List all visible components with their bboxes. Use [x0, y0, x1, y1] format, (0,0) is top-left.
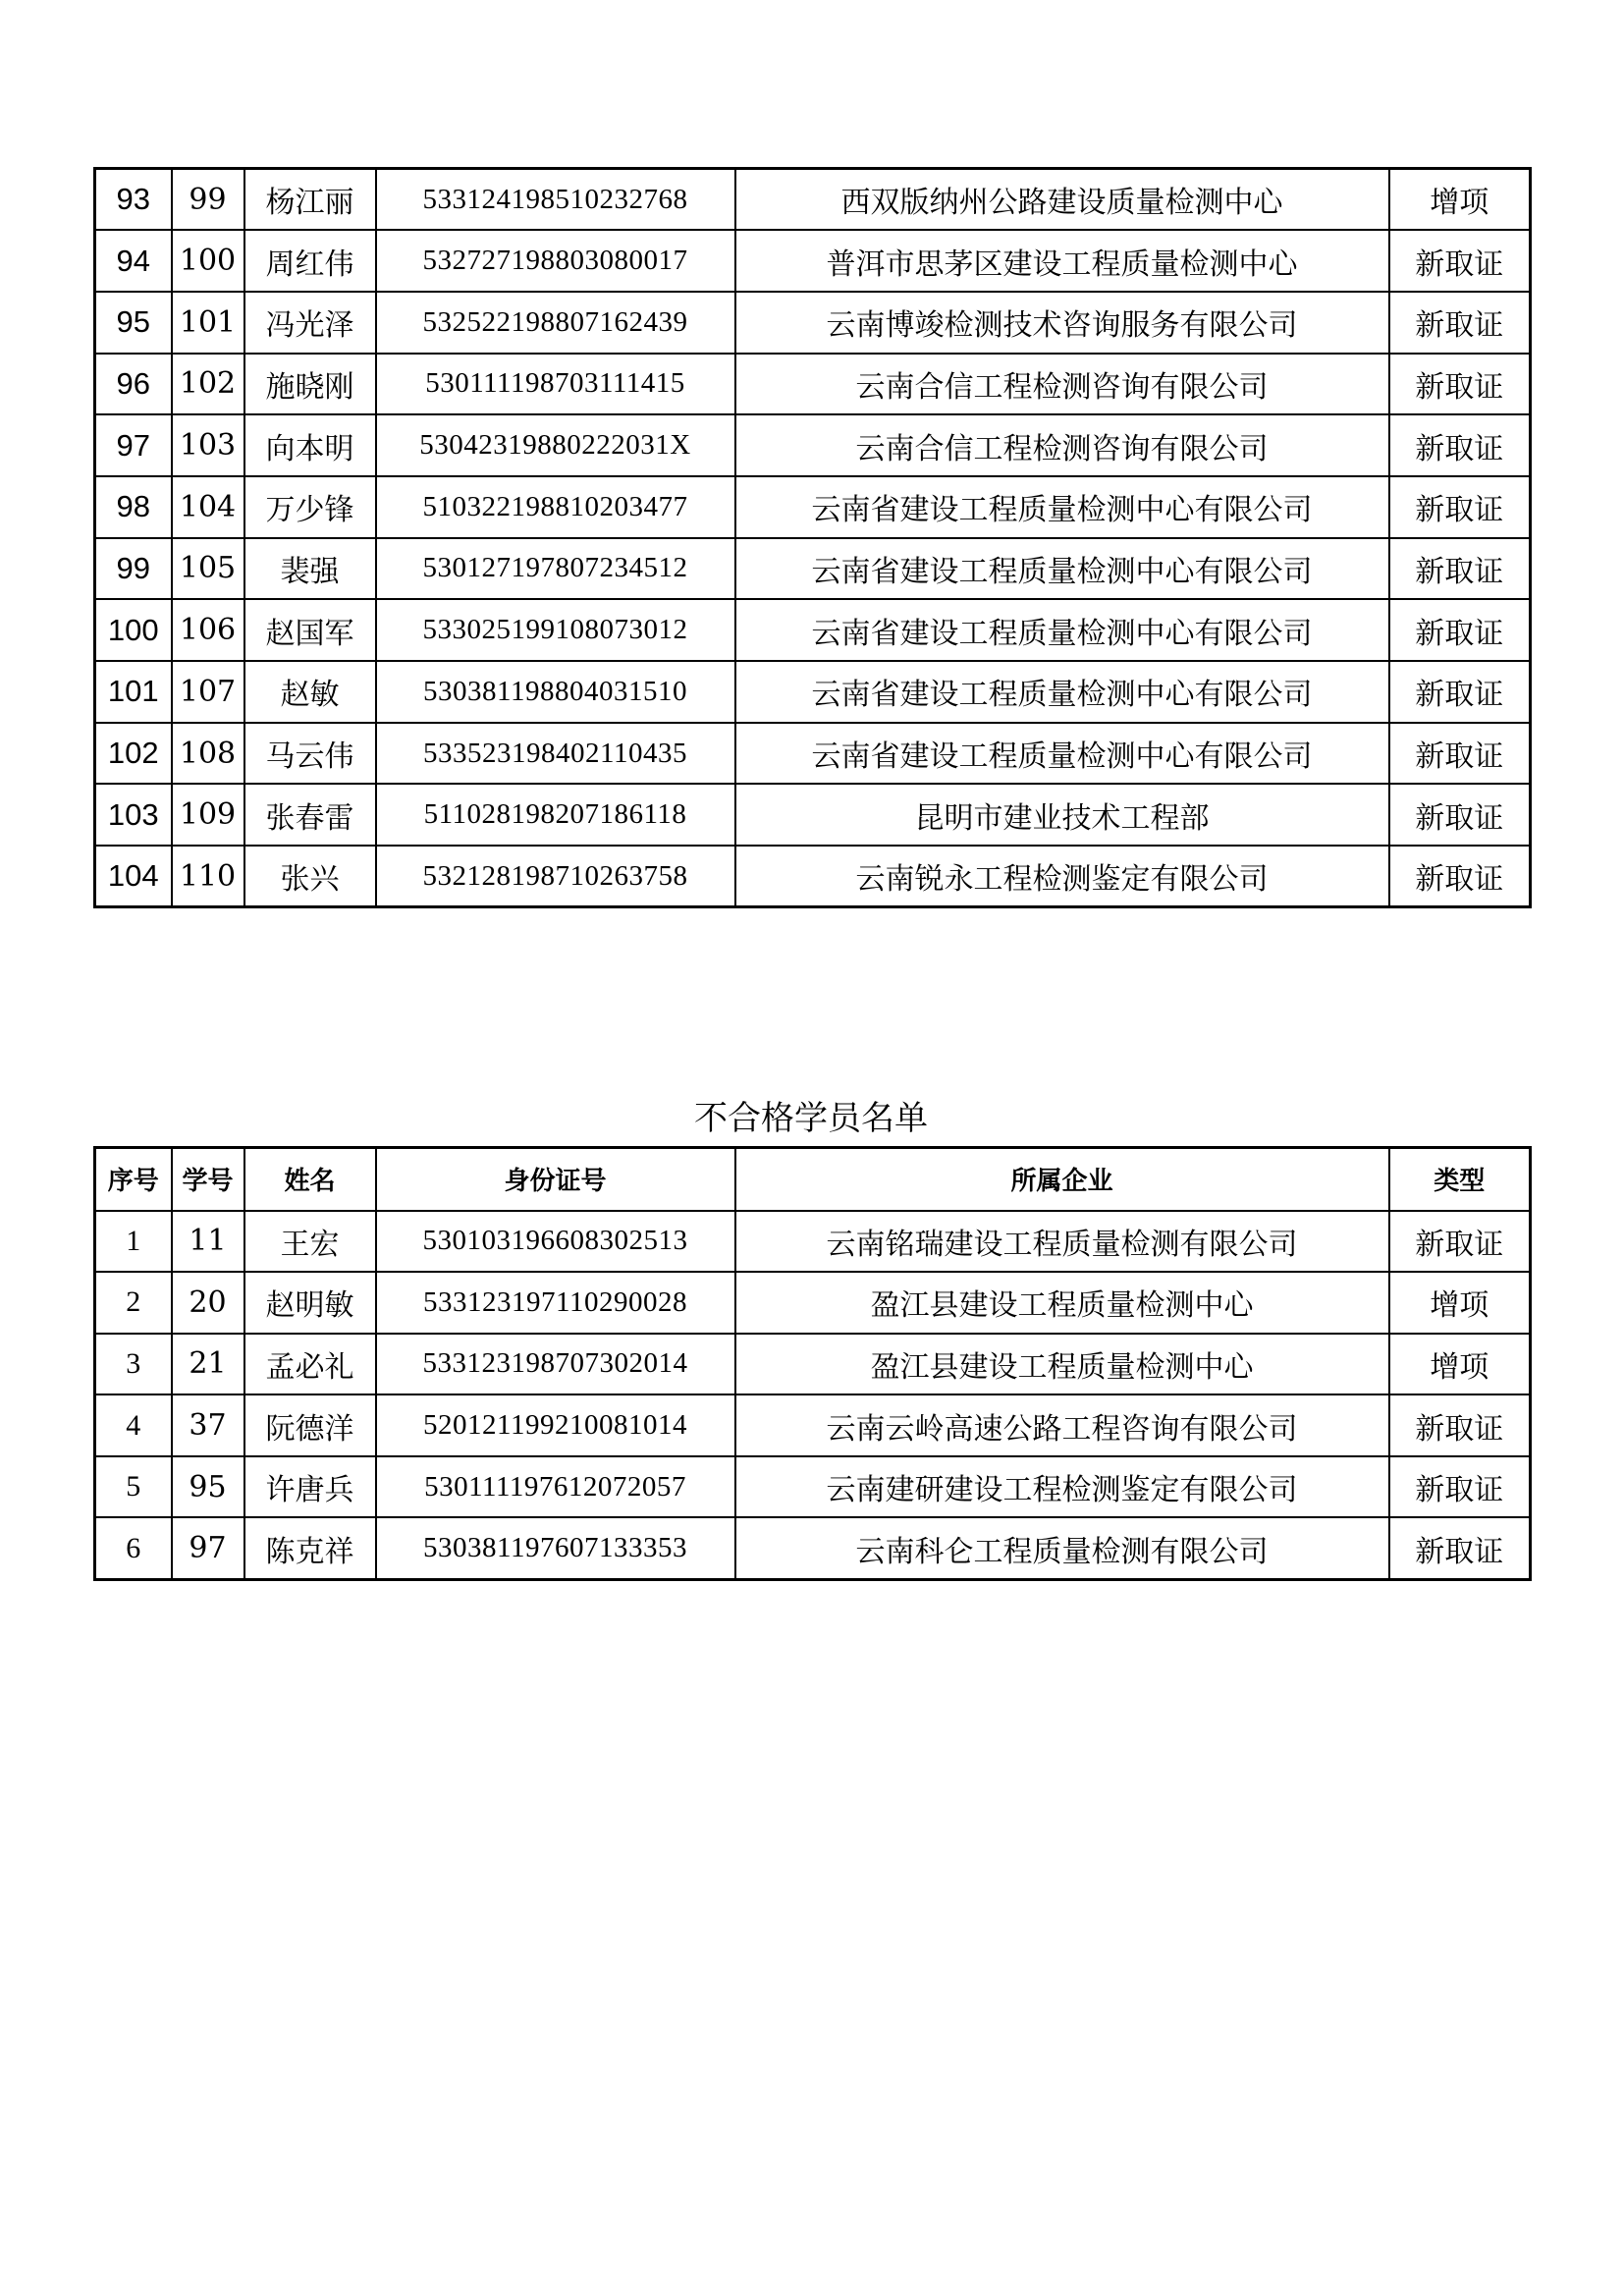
- cell-company: 西双版纳州公路建设质量检测中心: [735, 169, 1389, 231]
- cell-seq: 6: [95, 1517, 172, 1579]
- table-row: [95, 1456, 1531, 1518]
- cell-type: 新取证: [1389, 661, 1531, 723]
- cell-seq: 97: [95, 414, 172, 476]
- cell-student-no: 95: [172, 1456, 244, 1518]
- cell-student-no: 108: [172, 723, 244, 785]
- cell-id-number: 53042319880222031X: [376, 414, 735, 476]
- failed-list-title: 不合格学员名单: [694, 1099, 928, 1138]
- cell-seq: 101: [95, 661, 172, 723]
- cell-id-number: 533523198402110435: [376, 723, 735, 785]
- cell-id-number: 530111197612072057: [376, 1456, 735, 1518]
- cell-company: 云南省建设工程质量检测中心有限公司: [735, 599, 1389, 661]
- cell-seq: 2: [95, 1272, 172, 1334]
- table-row: [95, 846, 1531, 907]
- cell-name: 赵明敏: [244, 1272, 376, 1334]
- cell-student-no: 20: [172, 1272, 244, 1334]
- header-id-number: 身份证号: [376, 1148, 735, 1211]
- table-header-row: [95, 1148, 1531, 1211]
- cell-type: 新取证: [1389, 476, 1531, 538]
- table-row: [95, 169, 1531, 231]
- cell-name: 向本明: [244, 414, 376, 476]
- cell-student-no: 21: [172, 1334, 244, 1395]
- table-row: [95, 354, 1531, 415]
- cell-type: 新取证: [1389, 354, 1531, 415]
- cell-student-no: 100: [172, 230, 244, 292]
- cell-company: 云南建研建设工程检测鉴定有限公司: [735, 1456, 1389, 1518]
- cell-type: 新取证: [1389, 1394, 1531, 1456]
- cell-company: 云南铭瑞建设工程质量检测有限公司: [735, 1211, 1389, 1273]
- cell-id-number: 532128198710263758: [376, 846, 735, 907]
- cell-company: 云南博竣检测技术咨询服务有限公司: [735, 292, 1389, 354]
- cell-type: 新取证: [1389, 414, 1531, 476]
- passed-students-table: [93, 167, 1532, 908]
- cell-id-number: 533025199108073012: [376, 599, 735, 661]
- cell-seq: 99: [95, 538, 172, 600]
- table-row: [95, 784, 1531, 846]
- cell-type: 新取证: [1389, 230, 1531, 292]
- table-row: [95, 230, 1531, 292]
- failed-table-body: [95, 1211, 1531, 1580]
- cell-type: 新取证: [1389, 292, 1531, 354]
- cell-seq: 4: [95, 1394, 172, 1456]
- cell-name: 周红伟: [244, 230, 376, 292]
- table-row: [95, 1334, 1531, 1395]
- table-row: [95, 723, 1531, 785]
- cell-name: 裴强: [244, 538, 376, 600]
- cell-company: 云南锐永工程检测鉴定有限公司: [735, 846, 1389, 907]
- cell-company: 云南省建设工程质量检测中心有限公司: [735, 723, 1389, 785]
- table-row: [95, 414, 1531, 476]
- cell-name: 施晓刚: [244, 354, 376, 415]
- cell-id-number: 520121199210081014: [376, 1394, 735, 1456]
- cell-seq: 1: [95, 1211, 172, 1273]
- cell-company: 昆明市建业技术工程部: [735, 784, 1389, 846]
- cell-seq: 95: [95, 292, 172, 354]
- cell-seq: 100: [95, 599, 172, 661]
- cell-id-number: 510322198810203477: [376, 476, 735, 538]
- cell-seq: 98: [95, 476, 172, 538]
- cell-name: 马云伟: [244, 723, 376, 785]
- cell-id-number: 533123198707302014: [376, 1334, 735, 1395]
- table-row: [95, 1517, 1531, 1579]
- cell-company: 普洱市思茅区建设工程质量检测中心: [735, 230, 1389, 292]
- cell-student-no: 37: [172, 1394, 244, 1456]
- cell-student-no: 102: [172, 354, 244, 415]
- header-company: 所属企业: [735, 1148, 1389, 1211]
- cell-id-number: 533123197110290028: [376, 1272, 735, 1334]
- cell-name: 张兴: [244, 846, 376, 907]
- cell-company: 云南省建设工程质量检测中心有限公司: [735, 538, 1389, 600]
- cell-company: 云南云岭高速公路工程咨询有限公司: [735, 1394, 1389, 1456]
- cell-id-number: 532727198803080017: [376, 230, 735, 292]
- cell-student-no: 11: [172, 1211, 244, 1273]
- cell-company: 云南省建设工程质量检测中心有限公司: [735, 476, 1389, 538]
- cell-seq: 103: [95, 784, 172, 846]
- cell-type: 新取证: [1389, 599, 1531, 661]
- cell-id-number: 530381198804031510: [376, 661, 735, 723]
- header-type: 类型: [1389, 1148, 1531, 1211]
- cell-student-no: 104: [172, 476, 244, 538]
- cell-seq: 94: [95, 230, 172, 292]
- cell-type: 新取证: [1389, 723, 1531, 785]
- cell-type: 增项: [1389, 169, 1531, 231]
- cell-company: 盈江县建设工程质量检测中心: [735, 1272, 1389, 1334]
- cell-student-no: 105: [172, 538, 244, 600]
- cell-id-number: 511028198207186118: [376, 784, 735, 846]
- cell-name: 赵国军: [244, 599, 376, 661]
- cell-name: 杨江丽: [244, 169, 376, 231]
- cell-seq: 93: [95, 169, 172, 231]
- cell-name: 张春雷: [244, 784, 376, 846]
- cell-type: 新取证: [1389, 1456, 1531, 1518]
- cell-company: 盈江县建设工程质量检测中心: [735, 1334, 1389, 1395]
- table-row: [95, 1211, 1531, 1273]
- cell-id-number: 532522198807162439: [376, 292, 735, 354]
- cell-name: 万少锋: [244, 476, 376, 538]
- cell-student-no: 99: [172, 169, 244, 231]
- cell-id-number: 530103196608302513: [376, 1211, 735, 1273]
- cell-id-number: 530111198703111415: [376, 354, 735, 415]
- cell-name: 陈克祥: [244, 1517, 376, 1579]
- cell-type: 增项: [1389, 1272, 1531, 1334]
- cell-id-number: 530127197807234512: [376, 538, 735, 600]
- cell-company: 云南合信工程检测咨询有限公司: [735, 354, 1389, 415]
- cell-seq: 104: [95, 846, 172, 907]
- cell-type: 新取证: [1389, 1211, 1531, 1273]
- cell-student-no: 101: [172, 292, 244, 354]
- cell-type: 新取证: [1389, 846, 1531, 907]
- table-row: [95, 599, 1531, 661]
- cell-student-no: 110: [172, 846, 244, 907]
- cell-seq: 3: [95, 1334, 172, 1395]
- cell-name: 赵敏: [244, 661, 376, 723]
- cell-student-no: 109: [172, 784, 244, 846]
- header-seq: 序号: [95, 1148, 172, 1211]
- cell-name: 王宏: [244, 1211, 376, 1273]
- cell-seq: 102: [95, 723, 172, 785]
- passed-table-body: [95, 169, 1531, 907]
- cell-student-no: 107: [172, 661, 244, 723]
- cell-company: 云南省建设工程质量检测中心有限公司: [735, 661, 1389, 723]
- failed-students-table: [93, 1146, 1532, 1581]
- cell-name: 冯光泽: [244, 292, 376, 354]
- table-row: [95, 661, 1531, 723]
- header-student-no: 学号: [172, 1148, 244, 1211]
- table-row: [95, 1272, 1531, 1334]
- header-name: 姓名: [244, 1148, 376, 1211]
- cell-name: 阮德洋: [244, 1394, 376, 1456]
- cell-type: 增项: [1389, 1334, 1531, 1395]
- table-row: [95, 292, 1531, 354]
- cell-id-number: 533124198510232768: [376, 169, 735, 231]
- cell-company: 云南合信工程检测咨询有限公司: [735, 414, 1389, 476]
- cell-type: 新取证: [1389, 1517, 1531, 1579]
- table-row: [95, 538, 1531, 600]
- table-row: [95, 476, 1531, 538]
- cell-student-no: 106: [172, 599, 244, 661]
- cell-company: 云南科仑工程质量检测有限公司: [735, 1517, 1389, 1579]
- cell-seq: 96: [95, 354, 172, 415]
- cell-name: 许唐兵: [244, 1456, 376, 1518]
- table-row: [95, 1394, 1531, 1456]
- cell-student-no: 103: [172, 414, 244, 476]
- cell-name: 孟必礼: [244, 1334, 376, 1395]
- cell-type: 新取证: [1389, 784, 1531, 846]
- cell-seq: 5: [95, 1456, 172, 1518]
- cell-student-no: 97: [172, 1517, 244, 1579]
- cell-id-number: 530381197607133353: [376, 1517, 735, 1579]
- cell-type: 新取证: [1389, 538, 1531, 600]
